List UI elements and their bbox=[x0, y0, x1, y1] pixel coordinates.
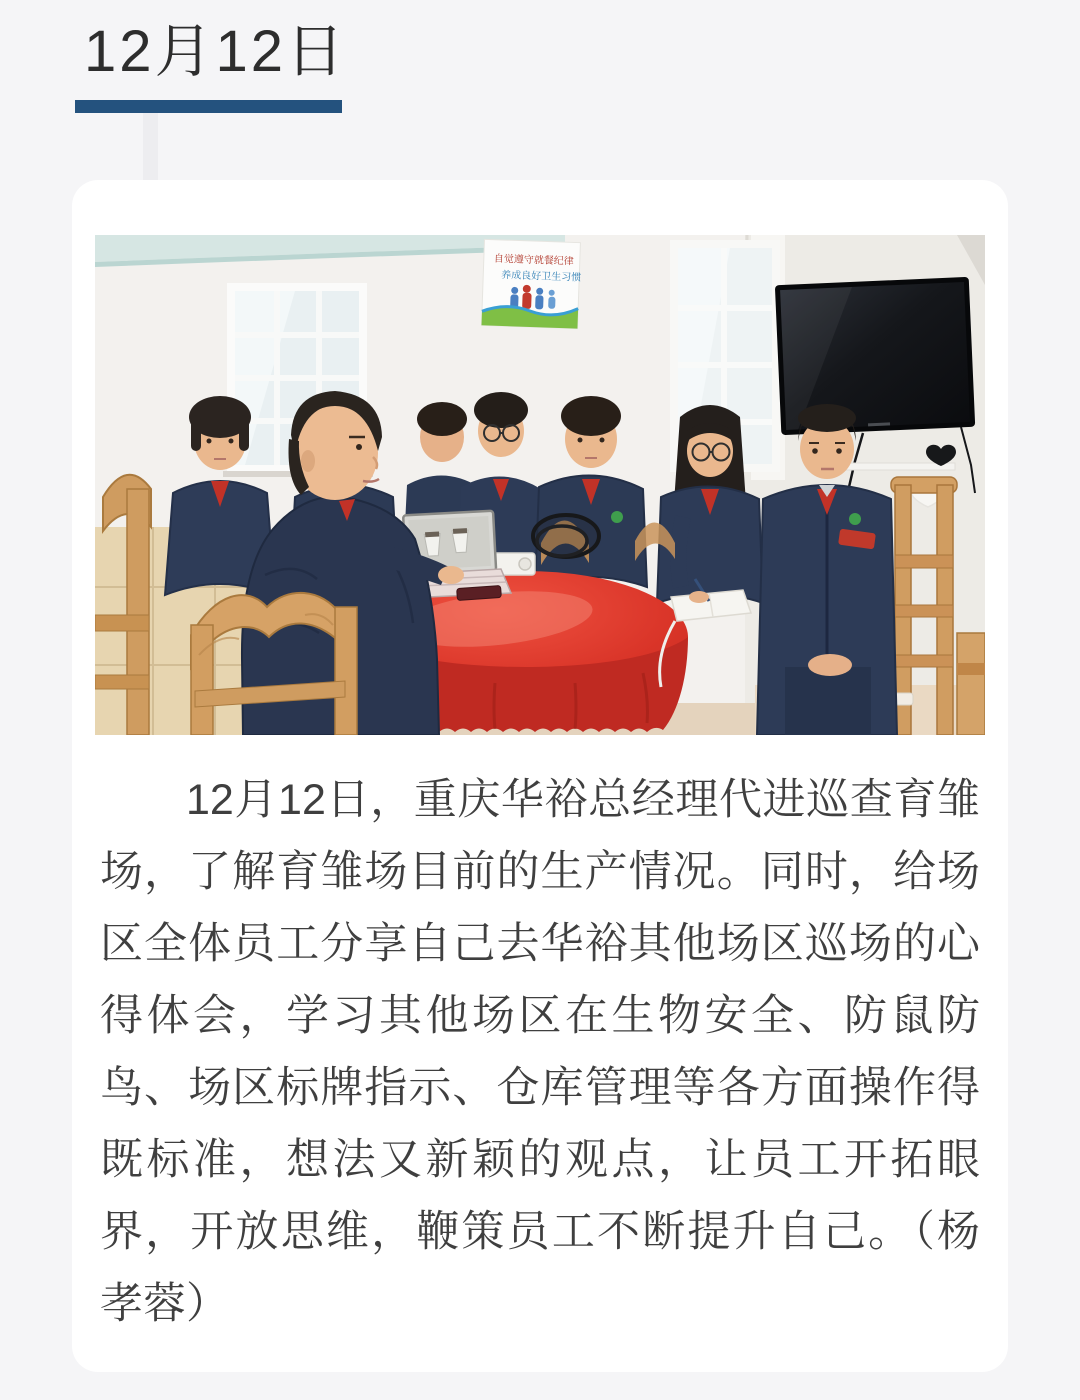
meeting-photo-illustration bbox=[95, 235, 985, 735]
poster-text-line2: 养成良好卫生习惯 bbox=[501, 269, 582, 284]
meeting-photo bbox=[95, 235, 985, 735]
article-paragraph: 12月12日，重庆华裕总经理代进巡查育雏场，了解育雏场目前的生产情况。同时，给场区全体员工分享自己去华裕其他场区巡场的心得体会，学习其他场区在生物安全、防鼠防鸟、场区标牌指示、仓库管理等各方面操作得既标准，想法又新颖的观点，让员工开拓眼界，开放思维，鞭策员工不断提升自己。（杨孝蓉） bbox=[100, 776, 980, 1328]
article-card bbox=[72, 180, 1008, 1372]
phone bbox=[457, 585, 502, 600]
date-title: 12月12日 bbox=[84, 19, 348, 84]
cable-coil bbox=[533, 515, 599, 557]
timeline-connector bbox=[143, 113, 158, 180]
date-underline bbox=[75, 100, 342, 113]
poster-text-line1: 自觉遵守就餐纪律 bbox=[493, 253, 574, 268]
wall-poster bbox=[481, 239, 582, 328]
